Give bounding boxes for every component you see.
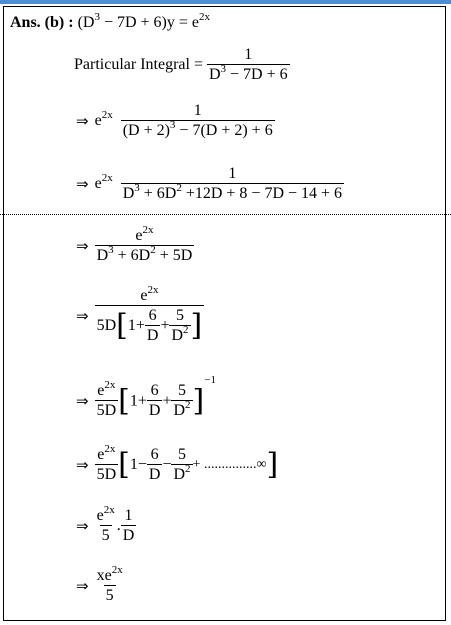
solution-frame — [3, 6, 446, 621]
pi-label: Particular Integral = — [74, 56, 203, 73]
final-fraction — [95, 564, 125, 604]
step-8-denominator: 5 — [101, 527, 110, 544]
implies-arrow: ⇒ — [76, 236, 89, 255]
implies-arrow: ⇒ — [76, 516, 89, 535]
pi-numerator: 1 — [244, 46, 253, 63]
step-6-denominator: 5D — [96, 402, 117, 420]
answer-line — [10, 11, 211, 31]
step-3-numerator: 1 — [228, 165, 237, 182]
equation-lhs-exp: 3 — [94, 11, 100, 23]
step-4 — [76, 224, 194, 264]
final-numerator: $xe^{2x}$ — [96, 564, 123, 584]
step-6-numerator: $e^{2x}$ — [97, 379, 116, 400]
right-bracket: ] — [192, 383, 205, 419]
power-minus-one: −1 — [204, 374, 216, 386]
step-3 — [76, 166, 344, 202]
left-bracket: [ — [118, 447, 130, 482]
step-2-fraction — [121, 103, 275, 139]
step-5-numerator: $e^{2x}$ — [140, 284, 159, 304]
step-4-denominator: $D^3 + 6D^2 + 5D$ — [96, 244, 193, 264]
five-over-d2: $\frac{5}{D^2}$ — [173, 446, 191, 483]
right-bracket: ] — [266, 447, 279, 482]
left-bracket: [ — [118, 383, 130, 419]
step-8-numerator: $e^{2x}$ — [96, 504, 115, 524]
five-over-d2: $\frac{5}{D^2}$ — [173, 382, 191, 420]
dotted-divider — [0, 214, 451, 215]
pi-denominator: $D^3 - 7D + 6$ — [208, 63, 288, 83]
equation-lhs: (D — [77, 14, 95, 31]
implies-arrow: ⇒ — [76, 576, 89, 595]
equation-rhs-exp: 2x — [199, 11, 211, 23]
step-8 — [76, 504, 136, 544]
step-3-fraction — [121, 166, 344, 202]
implies-arrow: ⇒ — [76, 391, 89, 410]
step-4-fraction — [95, 224, 195, 264]
step-3-denominator: $D^3 + 6D^2 +12D + 8 - 7D - 14 + 6$ — [122, 182, 343, 202]
step-5-denominator: 5D[1+ $\frac{6}{D}$ + $\frac{5}{D^2}$ ] — [96, 307, 203, 344]
top-accent-bar — [0, 0, 451, 4]
step-particular-integral — [74, 47, 290, 83]
step-2 — [76, 103, 275, 139]
step-2-numerator: 1 — [193, 102, 202, 119]
exp-prefix: $e^{2x}$ — [94, 172, 113, 192]
one-over-d: $\frac{1}{D}$ — [122, 507, 135, 544]
step-6: ⇒ $\frac{e^{2x}}{5D}$ [1+ $\frac{6}{D}$ + $\frac{5}{D^2}$ ]$^{-1}$ — [76, 374, 216, 420]
one-plus: 1+ — [129, 392, 147, 410]
implies-arrow: ⇒ — [76, 306, 89, 325]
six-over-d: $\frac{6}{D}$ — [148, 446, 161, 483]
step-2-denominator: $(D + 2)^3 - 7(D + 2) + 6$ — [122, 119, 273, 139]
implies-arrow: ⇒ — [76, 174, 89, 193]
step-5-fraction — [95, 284, 205, 344]
answer-label: Ans. (b) : — [10, 14, 74, 31]
equation-lhs-rest: − 7D + 6)y = e — [99, 14, 200, 31]
implies-arrow: ⇒ — [76, 455, 89, 474]
step-8-fraction — [95, 504, 117, 544]
step-5 — [76, 284, 204, 344]
step-7-denominator: 5D — [96, 466, 117, 483]
step-7-fraction — [95, 443, 119, 483]
one-minus: 1− — [129, 456, 147, 473]
step-9-final — [76, 564, 125, 604]
step-7-numerator: $e^{2x}$ — [97, 443, 116, 463]
final-denominator: 5 — [105, 587, 114, 604]
six-over-d: $\frac{6}{D}$ — [148, 382, 161, 420]
step-7: ⇒ $\frac{e^{2x}}{5D}$ [1− $\frac{6}{D}$ − $\frac{5}{D^2}$ + ...............∞] — [76, 443, 279, 483]
step-6-fraction — [95, 379, 119, 420]
exp-prefix: $e^{2x}$ — [94, 109, 113, 129]
equation — [77, 11, 211, 31]
step-4-numerator: $e^{2x}$ — [135, 224, 154, 244]
dot-operator: . — [116, 517, 121, 534]
implies-arrow: ⇒ — [76, 111, 89, 130]
series-tail: + ...............∞ — [192, 457, 267, 472]
pi-fraction — [207, 47, 290, 83]
